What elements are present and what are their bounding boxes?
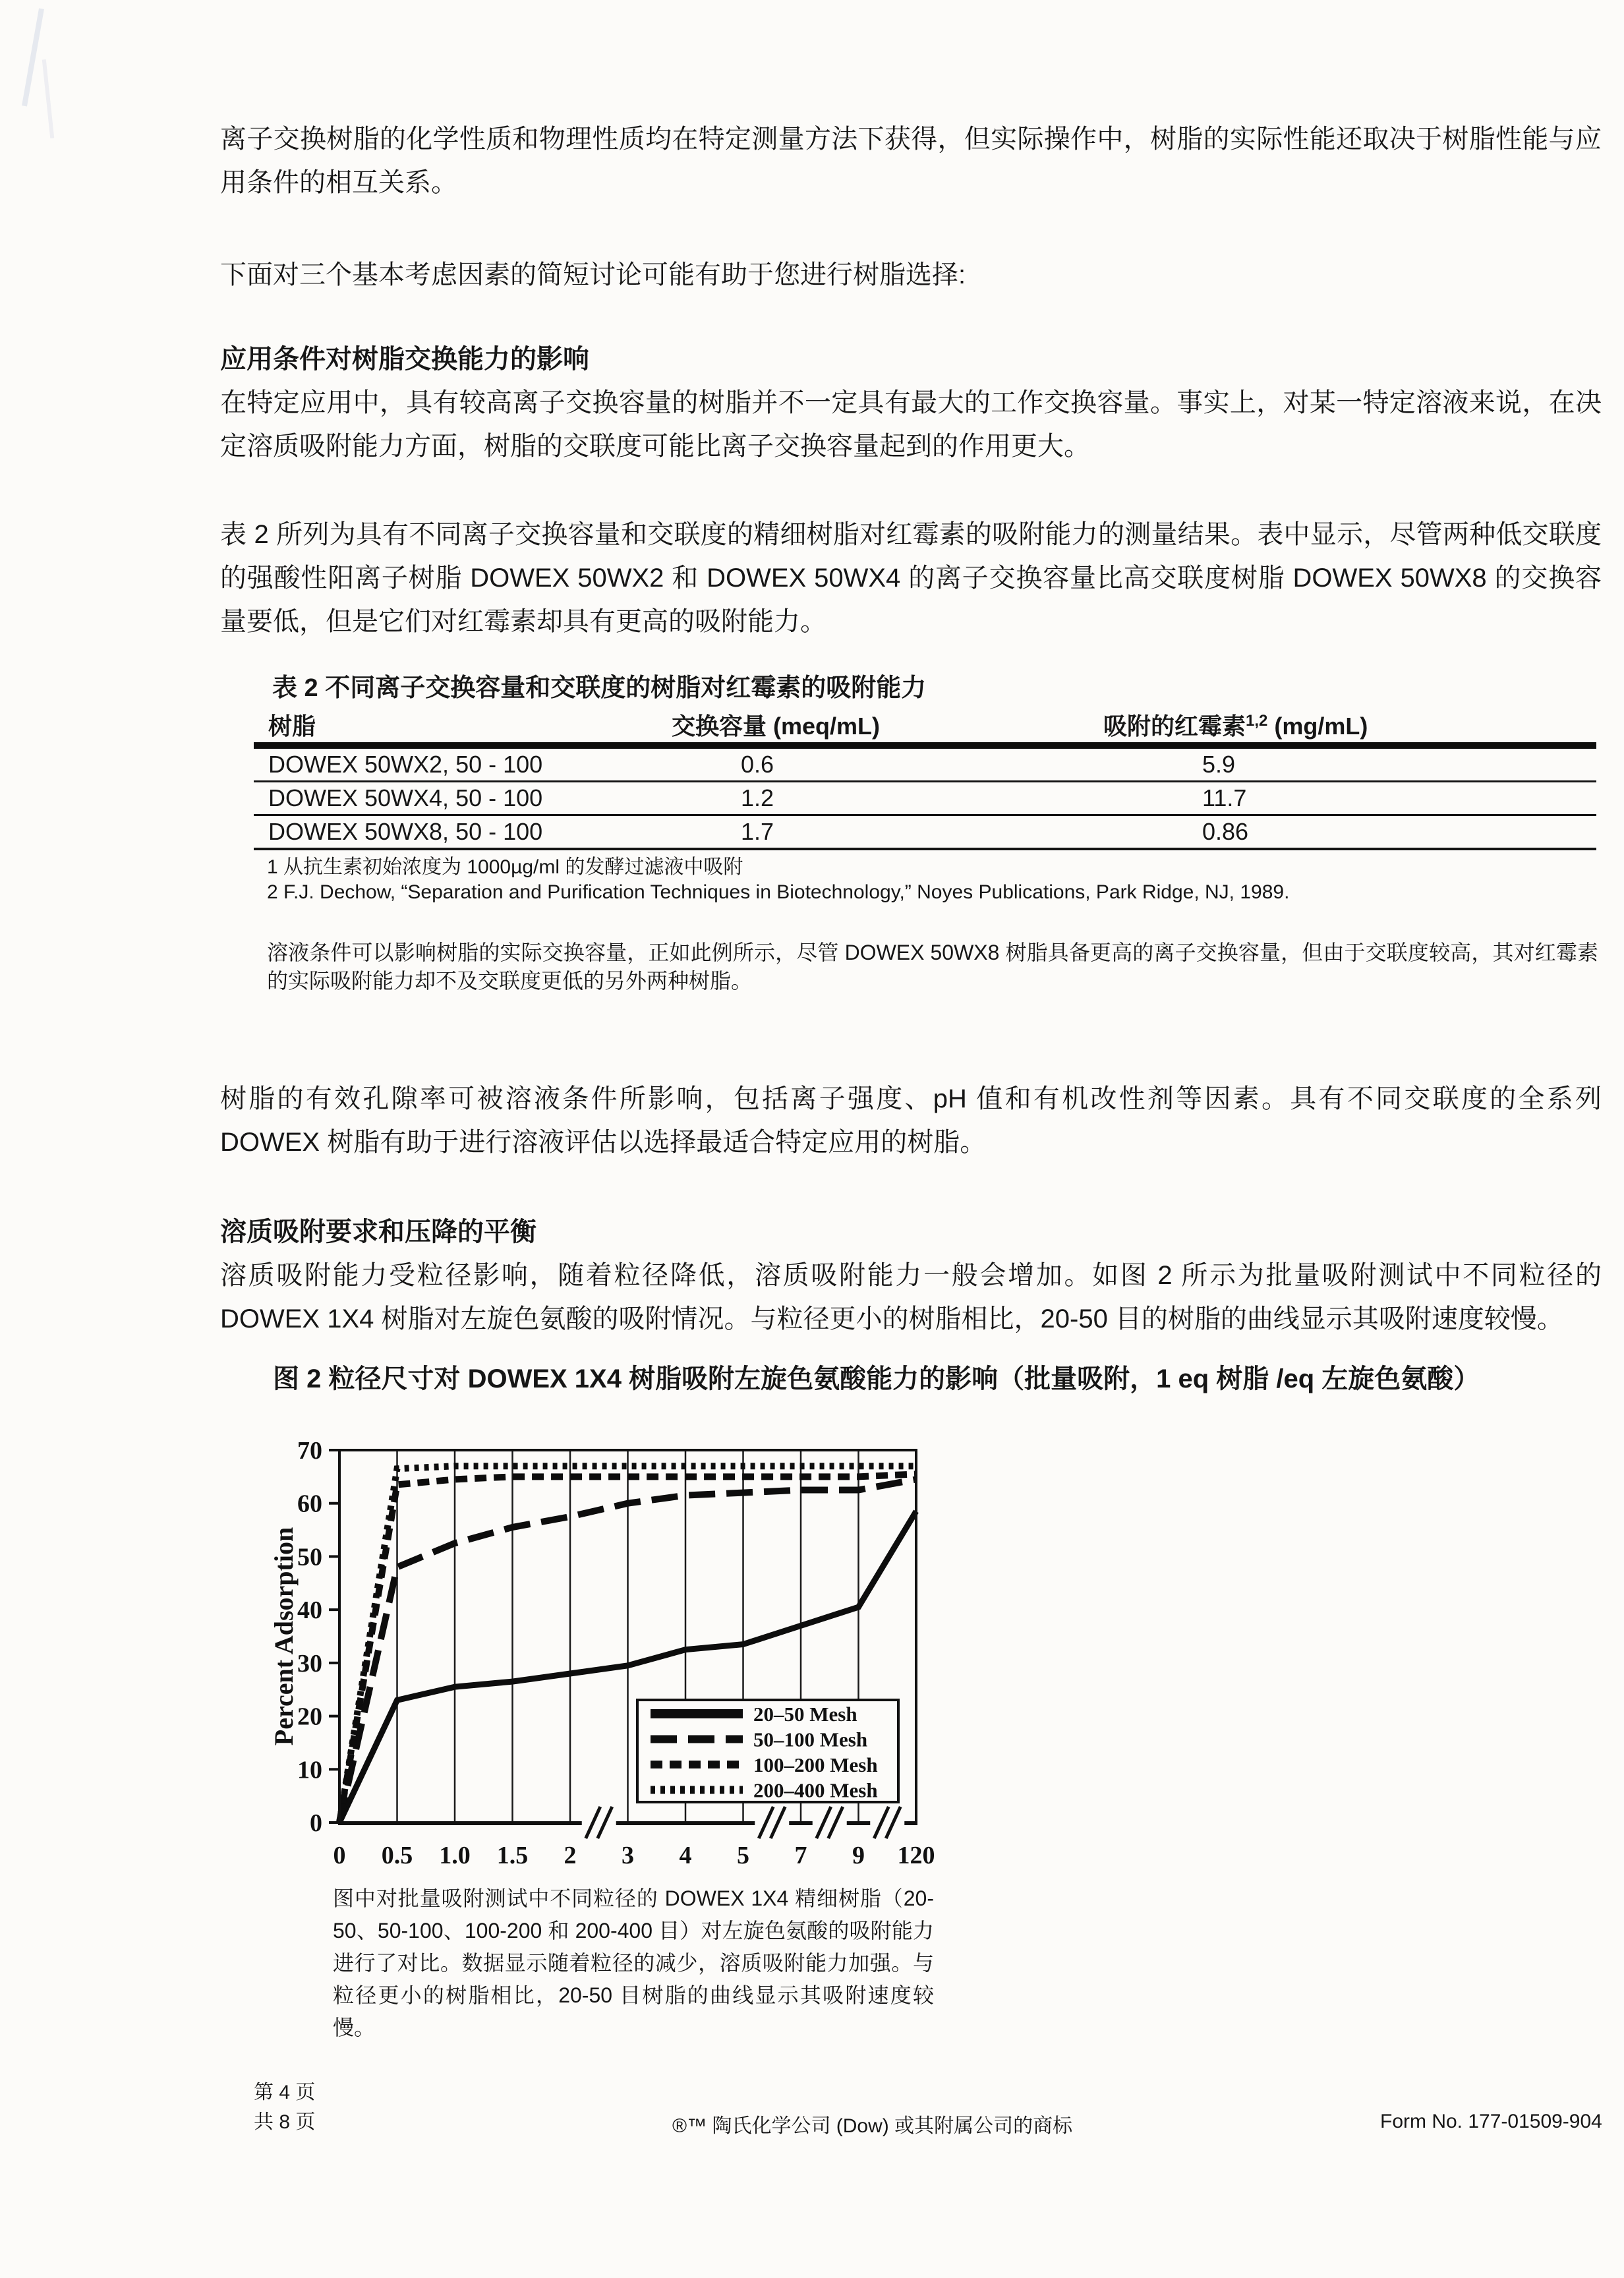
- paragraph-particle-size: 溶质吸附能力受粒径影响，随着粒径降低，溶质吸附能力一般会增加。如图 2 所示为批量吸附测试中不同粒径的 DOWEX 1X4 树脂对左旋色氨酸的吸附情况。与粒径更小的树脂相比，20-50 目的树脂的曲线显示其吸附速度较慢。: [220, 1261, 1602, 1333]
- table-row: DOWEX 50WX4, 50 - 100 1.2 11.7: [254, 782, 1596, 816]
- section-heading-application-conditions: 应用条件对树脂交换能力的影响: [220, 345, 589, 374]
- figure2-caption: 图中对批量吸附测试中不同粒径的 DOWEX 1X4 精细树脂（20-50、50-100、100-200 和 200-400 目）对左旋色氨酸的吸附能力进行了对比。数据显示随着粒径的减少，溶质吸附能力加强。与粒径更小的树脂相比，20-50 目树脂的曲线显示其吸附速度较慢。: [333, 1886, 934, 2039]
- paragraph-intro: 离子交换树脂的化学性质和物理性质均在特定测量方法下获得，但实际操作中，树脂的实际性能还取决于树脂性能与应用条件的相互关系。: [220, 125, 1602, 197]
- figure2-title: 图 2 粒径尺寸对 DOWEX 1X4 树脂吸附左旋色氨酸能力的影响（批量吸附，1 eq 树脂 /eq 左旋色氨酸）: [273, 1364, 1480, 1393]
- footer-trademark: ®™ 陶氏化学公司 (Dow) 或其附属公司的商标: [672, 2115, 1073, 2137]
- scan-smudge: [42, 59, 55, 138]
- svg-text:9: 9: [852, 1842, 865, 1869]
- svg-text:3: 3: [622, 1842, 634, 1869]
- svg-text:2: 2: [564, 1842, 577, 1869]
- svg-text:200–400 Mesh: 200–400 Mesh: [753, 1778, 878, 1802]
- svg-text:50: 50: [297, 1543, 322, 1571]
- svg-text:7: 7: [794, 1842, 807, 1869]
- figure2-chart: [269, 1429, 968, 1881]
- section-heading-solute-adsorption: 溶质吸附要求和压降的平衡: [220, 1217, 536, 1246]
- paragraph-lead-in: 下面对三个基本考虑因素的简短讨论可能有助于您进行树脂选择:: [220, 260, 966, 289]
- y-axis-ticks-labels: [297, 1437, 339, 1837]
- svg-text:0: 0: [310, 1809, 322, 1837]
- svg-text:40: 40: [297, 1596, 322, 1625]
- svg-text:5: 5: [737, 1842, 749, 1869]
- svg-text:1.5: 1.5: [496, 1842, 529, 1869]
- table2-footnote-1: 1 从抗生素初始浓度为 1000µg/ml 的发酵过滤液中吸附: [267, 856, 743, 878]
- table-row: DOWEX 50WX2, 50 - 100 0.6 5.9: [254, 749, 1596, 782]
- svg-text:10: 10: [297, 1756, 322, 1784]
- x-axis-labels: [334, 1842, 935, 1869]
- paragraph-table2-intro: 表 2 所列为具有不同离子交换容量和交联度的精细树脂对红霉素的吸附能力的测量结果。表中显示，尽管两种低交联度的强酸性阳离子树脂 DOWEX 50WX2 和 DOWEX 50WX4 的离子交换容量比高交联度树脂 DOWEX 50WX8 的交换容量要低，但是它们对红霉素却具有更高的吸附能力。: [220, 520, 1602, 636]
- svg-text:100–200 Mesh: 100–200 Mesh: [753, 1753, 878, 1776]
- svg-text:120: 120: [897, 1842, 935, 1869]
- svg-text:50–100 Mesh: 50–100 Mesh: [753, 1728, 868, 1751]
- svg-text:0: 0: [333, 1842, 346, 1869]
- footer-form-number: Form No. 177-01509-904: [1380, 2111, 1602, 2132]
- table2-header-capacity: 交换容量 (meq/mL): [672, 712, 881, 740]
- chart-legend: [637, 1700, 898, 1802]
- table2-header-adsorbed: 吸附的红霉素$^{1,2}$ (mg/mL): [1103, 711, 1368, 740]
- table2-note: 溶液条件可以影响树脂的实际交换容量，正如此例所示，尽管 DOWEX 50WX8 树脂具备更高的离子交换容量，但由于交联度较高，其对红霉素的实际吸附能力却不及交联度更低的另外两种树脂。: [267, 941, 1598, 993]
- footer-page-total: 共 8 页: [254, 2111, 316, 2133]
- table-row: DOWEX 50WX8, 50 - 100 1.7 0.86: [254, 816, 1596, 850]
- svg-text:20–50 Mesh: 20–50 Mesh: [753, 1703, 857, 1726]
- table2-footnote-2: 2 F.J. Dechow, “Separation and Purification Techniques in Biotechnology,” Noyes Publications, Park Ridge, NJ, 1989.: [267, 881, 1290, 903]
- table2-header-row: [254, 707, 1596, 749]
- svg-text:30: 30: [297, 1649, 322, 1678]
- paragraph-porosity: 树脂的有效孔隙率可被溶液条件所影响，包括离子强度、pH 值和有机改性剂等因素。具有不同交联度的全系列 DOWEX 树脂有助于进行溶液评估以选择最适合特定应用的树脂。: [220, 1084, 1602, 1157]
- table2-header-resin: 树脂: [268, 712, 316, 740]
- svg-text:0.5: 0.5: [381, 1842, 413, 1869]
- svg-text:20: 20: [297, 1703, 322, 1731]
- footer-page-current: 第 4 页: [254, 2082, 316, 2103]
- footnote-marker: 1,2: [1246, 711, 1268, 730]
- y-axis-title: Percent Adsorption: [269, 1527, 299, 1746]
- paragraph-capacity: 在特定应用中，具有较高离子交换容量的树脂并不一定具有最大的工作交换容量。事实上，对某一特定溶液来说，在决定溶质吸附能力方面，树脂的交联度可能比离子交换容量起到的作用更大。: [220, 388, 1602, 461]
- footer-page-number: [254, 2078, 315, 2137]
- table2-title: 表 2 不同离子交换容量和交联度的树脂对红霉素的吸附能力: [272, 674, 927, 702]
- svg-text:1.0: 1.0: [439, 1842, 471, 1869]
- scan-smudge: [22, 8, 44, 106]
- figure2-line-chart: [269, 1429, 968, 1881]
- svg-text:4: 4: [679, 1842, 692, 1869]
- table2-grid: [254, 707, 1596, 850]
- svg-text:60: 60: [297, 1490, 322, 1518]
- svg-text:70: 70: [297, 1437, 322, 1465]
